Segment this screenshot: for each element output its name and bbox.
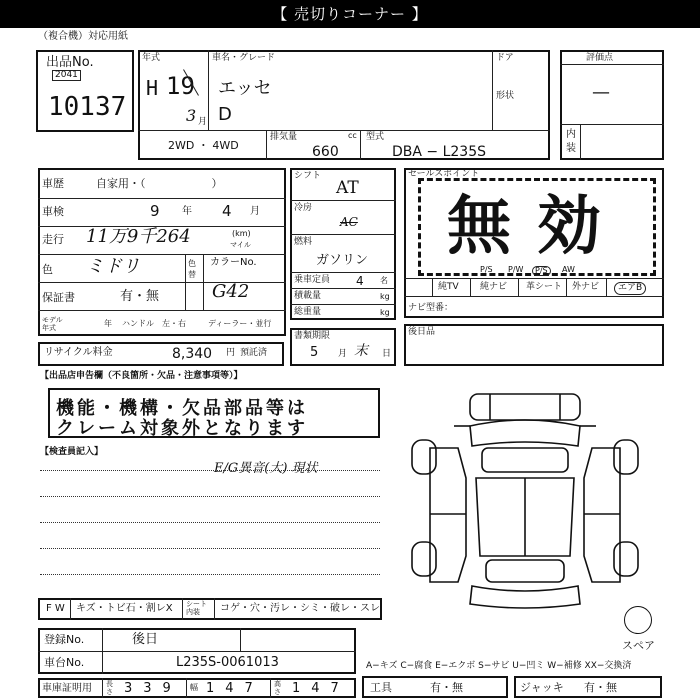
warranty-label: 保証書 xyxy=(42,291,75,304)
color-label: 色 xyxy=(42,263,53,276)
height-label: 高さ xyxy=(274,680,281,696)
tools-value: 有・無 xyxy=(430,681,463,694)
type-label: 型式 xyxy=(366,132,385,142)
history-label: 車歴 xyxy=(42,177,64,190)
option-ps-circled: P/S xyxy=(532,266,551,276)
option-navi: 純ナビ xyxy=(480,282,508,292)
fuel-label: 燃料 xyxy=(294,237,313,247)
weight-unit: kg xyxy=(380,308,390,317)
option-pw: P/W xyxy=(508,265,524,274)
inspector-note: E/G異音(大) 現状 xyxy=(214,461,318,476)
capacity-value: 4 xyxy=(356,274,364,288)
spare-label: スペア xyxy=(622,639,655,652)
type-value: DBA − L235S xyxy=(392,144,487,160)
shift-label: シフト xyxy=(294,171,322,181)
color-code: G42 xyxy=(212,281,250,302)
report-title: 【出品店申告欄（不良箇所・欠品・注意事項等）】 xyxy=(40,371,243,381)
sale-corner-banner: 【 売切りコーナー 】 xyxy=(0,0,700,28)
color-change-label: 色替 xyxy=(188,259,196,279)
load-unit: kg xyxy=(380,292,390,301)
invalid-stamp: 無効 xyxy=(447,189,627,264)
month-unit: 月 xyxy=(198,117,208,127)
history-options: 自家用・（ ） xyxy=(96,177,223,190)
warranty-value: 有・無 xyxy=(120,289,160,304)
color-value: ミドリ xyxy=(86,256,140,277)
lot-small-number: 2041 xyxy=(52,70,81,81)
inspection-year-unit: 年 xyxy=(182,206,192,217)
length-value: 339 xyxy=(124,681,182,696)
recycle-note: 預託済 xyxy=(240,348,268,358)
option-aw: AW xyxy=(562,265,575,274)
mileage-value: 11万9千264 xyxy=(86,226,191,247)
disclaimer-line1: 機能・機構・欠品部品等は xyxy=(56,398,308,419)
ac-value: AC xyxy=(340,215,358,229)
tools-label: 工具 xyxy=(370,681,392,694)
era: H xyxy=(146,76,159,100)
door-label: ドア xyxy=(496,53,514,63)
doc-deadline-day-unit: 日 xyxy=(382,349,392,359)
doc-deadline-unit: 月 xyxy=(338,349,348,359)
inspection-month-unit: 月 xyxy=(250,206,260,217)
mileage-label: 走行 xyxy=(42,233,64,246)
registration-label: 登録No. xyxy=(44,633,85,646)
option-airbag: エアB xyxy=(614,282,646,295)
inspection-label: 車検 xyxy=(42,205,64,218)
score-label: 評価点 xyxy=(586,53,614,63)
color-code-label: カラーNo. xyxy=(210,257,257,268)
model-year: 19 xyxy=(166,72,195,100)
chassis-value: L235S-0061013 xyxy=(176,655,279,670)
weight-label: 総重量 xyxy=(294,307,322,317)
inspection-year: 9 xyxy=(150,202,160,220)
chassis-label: 車台No. xyxy=(44,656,85,669)
year-label: 年式 xyxy=(142,53,161,63)
width-value: 147 xyxy=(206,681,264,696)
fw-label: F W xyxy=(46,603,65,614)
dealer-options: ディーラー・並行 xyxy=(208,319,272,328)
seat-label: シート内装 xyxy=(186,600,207,616)
load-label: 積載量 xyxy=(294,291,322,301)
inspection-month: 4 xyxy=(222,202,232,220)
interior-label: 内装 xyxy=(566,129,576,154)
option-ext-navi: 外ナビ xyxy=(572,282,600,292)
height-value: 147 xyxy=(292,681,350,696)
seat-text: コゲ・穴・汚レ・シミ・破レ・スレ xyxy=(220,603,380,614)
displacement-unit: cc xyxy=(348,131,357,140)
model-month: 3 xyxy=(186,106,197,125)
mileage-alt-unit: マイル xyxy=(230,241,251,249)
spare-tire-icon xyxy=(624,606,652,634)
navi-model-label: ナビ型番： xyxy=(408,303,454,313)
car-grade: D xyxy=(218,104,232,125)
displacement-value: 660 xyxy=(312,144,339,160)
handle-options: ハンドル 左・右 xyxy=(122,319,186,328)
later-items-box xyxy=(404,324,664,366)
fw-text: キズ・トビ石・割レX xyxy=(76,603,173,614)
displacement-label: 排気量 xyxy=(270,132,298,142)
sales-point-label: セールスポイント xyxy=(408,169,480,179)
inspector-title: 【検査員記入】 xyxy=(40,447,104,457)
model-year-unit: 年 xyxy=(104,319,112,328)
damage-legend: A−キズ C−腐食 E−エクボ S−サビ U−凹ミ W−補修 XX−交換済 xyxy=(366,661,632,671)
doc-deadline-day: 末 xyxy=(354,343,368,359)
recycle-value: 8,340 xyxy=(172,346,213,362)
form-note: （複合機）対応用紙 xyxy=(38,31,128,42)
width-label: 幅 xyxy=(190,683,198,692)
ac-label: 冷房 xyxy=(294,203,313,213)
capacity-unit: 名 xyxy=(380,276,388,285)
doc-deadline-value: 5 xyxy=(310,345,319,360)
capacity-label: 乗車定員 xyxy=(294,275,331,285)
model-label: 車名・グレード xyxy=(212,53,276,63)
garage-cert-label: 車庫証明用 xyxy=(42,683,92,694)
disclaimer-line2: クレーム対象外となります xyxy=(56,418,308,439)
option-leather: 革シート xyxy=(526,282,563,292)
recycle-unit: 円 xyxy=(226,348,236,358)
car-damage-diagram xyxy=(410,386,640,616)
recycle-label: リサイクル料金 xyxy=(44,347,113,358)
shape-label: 形状 xyxy=(496,91,515,101)
lot-label: 出品No. xyxy=(46,55,94,70)
car-name: エッセ xyxy=(218,78,272,99)
option-ps: P/S xyxy=(480,265,493,274)
doc-deadline-label: 書類期限 xyxy=(294,331,331,341)
option-tv: 純TV xyxy=(438,282,459,292)
later-items-label: 後日品 xyxy=(408,327,436,337)
model-year-label: モデル年式 xyxy=(42,316,63,332)
drive-label: 2WD ・ 4WD xyxy=(168,139,239,152)
length-label: 長さ xyxy=(106,680,113,696)
fuel-value: ガソリン xyxy=(316,253,369,268)
mileage-unit: (km) xyxy=(232,229,251,238)
lot-number: 10137 xyxy=(48,92,127,122)
registration-value: 後日 xyxy=(132,632,159,647)
score-value: — xyxy=(592,82,610,103)
shift-value: AT xyxy=(336,178,359,198)
jack-value: 有・無 xyxy=(584,681,617,694)
jack-label: ジャッキ xyxy=(520,681,564,694)
